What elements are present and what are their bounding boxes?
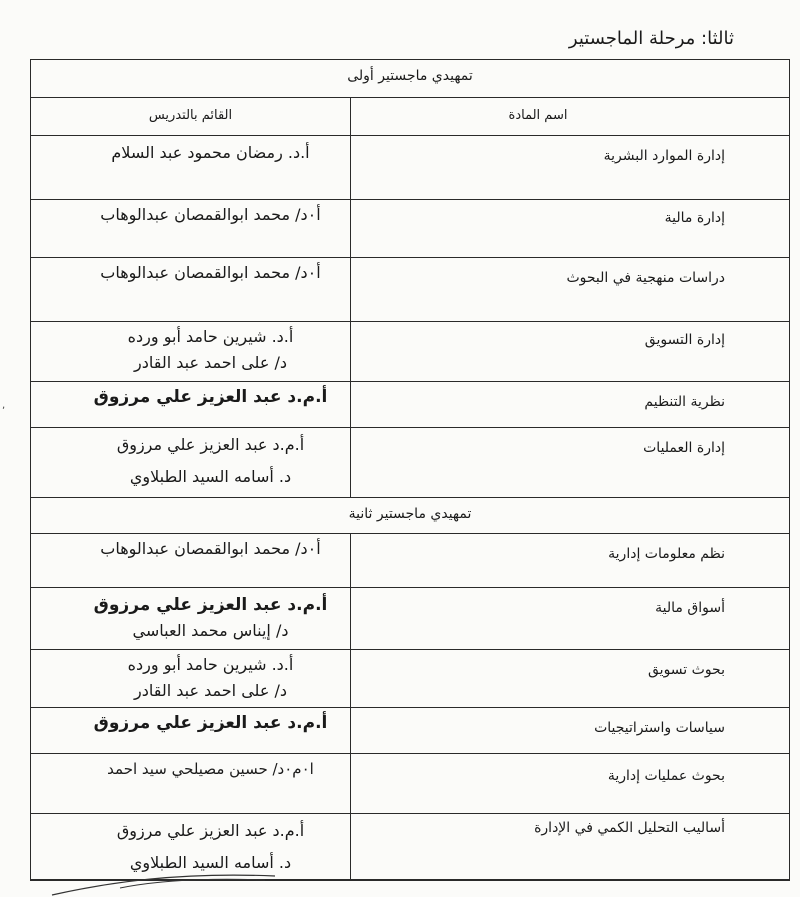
- page-heading: ثالثا: مرحلة الماجستير: [568, 28, 734, 49]
- subject-cell: أساليب التحليل الكمي في الإدارة: [351, 814, 790, 880]
- teacher-cell: [31, 258, 351, 322]
- teacher-name: أ٠د/ محمد ابوالقمصان عبدالوهاب: [100, 205, 321, 224]
- section-title-first-year: تمهيدي ماجستير أولى: [31, 60, 790, 98]
- table-row: [31, 200, 790, 258]
- teacher-cell: [31, 534, 351, 588]
- teacher-name: أ٠د/ محمد ابوالقمصان عبدالوهاب: [100, 539, 321, 558]
- section-title-second-year: تمهيدي ماجستير ثانية: [31, 498, 790, 534]
- teacher-name: د/ إيناس محمد العباسي: [132, 621, 289, 640]
- column-header-row: [31, 98, 790, 136]
- subject-cell: إدارة الموارد البشرية: [351, 136, 790, 200]
- subject-cell: دراسات منهجية في البحوث: [351, 258, 790, 322]
- table-row: [31, 588, 790, 650]
- subject-cell: بحوث تسويق: [351, 650, 790, 708]
- teacher-name: د. أسامه السيد الطبلاوي: [129, 853, 292, 872]
- teacher-name: د/ على احمد عبد القادر: [134, 353, 287, 372]
- teacher-name: أ.م.د عبد العزيز علي مرزوق: [116, 435, 305, 454]
- teacher-name: د. أسامه السيد الطبلاوي: [129, 467, 292, 486]
- column-header-teacher: القائم بالتدريس: [31, 98, 351, 136]
- teacher-name: د/ على احمد عبد القادر: [134, 681, 287, 700]
- table-row: [31, 534, 790, 588]
- table-row: [31, 382, 790, 428]
- column-header-subject: اسم المادة: [351, 98, 790, 136]
- teacher-cell: [31, 650, 351, 708]
- teacher-name: أ.د. رمضان محمود عبد السلام: [111, 143, 310, 162]
- teacher-cell: [31, 708, 351, 754]
- subject-cell: إدارة مالية: [351, 200, 790, 258]
- teacher-cell: [31, 136, 351, 200]
- teacher-cell: [31, 200, 351, 258]
- teacher-name: ا٠م٠د/ حسين مصيلحي سيد احمد: [107, 760, 314, 778]
- table-row: [31, 136, 790, 200]
- table-row: [31, 650, 790, 708]
- teacher-name: أ٠د/ محمد ابوالقمصان عبدالوهاب: [100, 263, 321, 282]
- teacher-cell: [31, 754, 351, 814]
- teacher-name: أ.م.د عبد العزيز علي مرزوق: [93, 387, 328, 407]
- subject-cell: إدارة العمليات: [351, 428, 790, 498]
- section-header-row: [31, 60, 790, 98]
- table-row: [31, 708, 790, 754]
- section-header-row: [31, 498, 790, 534]
- subject-cell: بحوث عمليات إدارية: [351, 754, 790, 814]
- teacher-cell: [31, 382, 351, 428]
- teacher-cell: [31, 322, 351, 382]
- table-row: [31, 754, 790, 814]
- table-row: [31, 428, 790, 498]
- subject-cell: نظم معلومات إدارية: [351, 534, 790, 588]
- teacher-cell: [31, 588, 351, 650]
- subject-cell: إدارة التسويق: [351, 322, 790, 382]
- teacher-name: أ.د. شيرين حامد أبو ورده: [127, 327, 294, 346]
- teacher-name: أ.م.د عبد العزيز علي مرزوق: [93, 595, 328, 615]
- teacher-name: أ.د. شيرين حامد أبو ورده: [127, 655, 294, 674]
- teacher-name: أ.م.د عبد العزيز علي مرزوق: [116, 821, 305, 840]
- subject-cell: أسواق مالية: [351, 588, 790, 650]
- subject-cell: نظرية التنظيم: [351, 382, 790, 428]
- teacher-cell: [31, 428, 351, 498]
- table-row: [31, 258, 790, 322]
- table-row: [31, 322, 790, 382]
- teacher-name: أ.م.د عبد العزيز علي مرزوق: [93, 713, 328, 733]
- subject-cell: سياسات واستراتيجيات: [351, 708, 790, 754]
- edge-mark: ,: [2, 400, 6, 411]
- handwritten-signature: [50, 862, 280, 897]
- masters-schedule-table: [30, 59, 790, 880]
